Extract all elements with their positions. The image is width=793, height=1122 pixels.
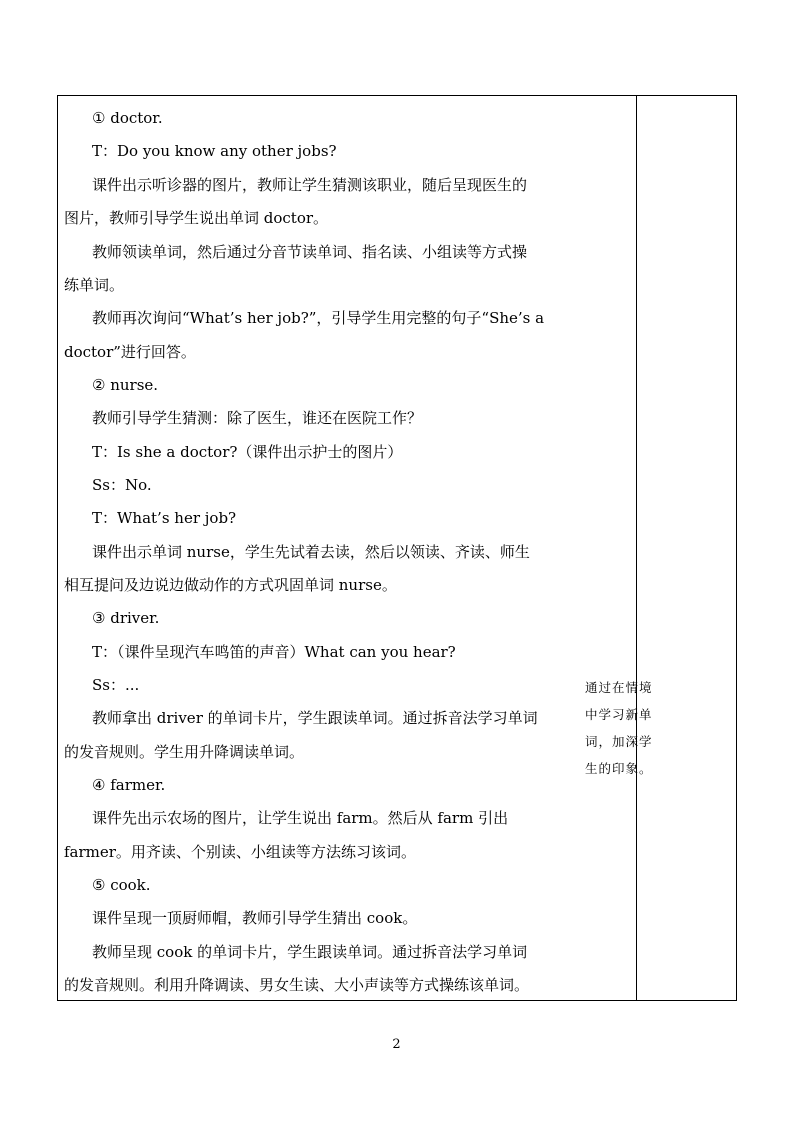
line-t-other-jobs: T：Do you know any other jobs? [92, 142, 337, 160]
line-cook-card: 教师呈现 cook 的单词卡片，学生跟读单词。通过拆音法学习单词 [92, 943, 528, 961]
line-cook-rules: 的发音规则。利用升降调读、男女生读、大小声读等方式操练该单词。 [64, 976, 530, 994]
line-t-her-job: T：What’s her job? [92, 509, 237, 527]
line-nurse-heading: ② nurse. [92, 376, 159, 394]
line-practice-word: 练单词。 [64, 276, 125, 294]
note-line: 生的印象。 [585, 761, 653, 776]
line-stethoscope: 课件出示听诊器的图片，教师让学生猜测该职业，随后呈现医生的 [92, 176, 528, 194]
note-line: 词，加深学 [585, 734, 653, 749]
line-nurse-word: 课件出示单词 nurse，学生先试着去读，然后以领读、齐读、师生 [92, 543, 530, 561]
line-farmer-practice: farmer。用齐读、个别读、小组读等方法练习该词。 [64, 843, 416, 861]
line-lead-read: 教师领读单词，然后通过分音节读单词、指名读、小组读等方式操 [92, 243, 528, 261]
line-nurse-consolidate: 相互提问及边说边做动作的方式巩固单词 nurse。 [64, 576, 397, 594]
line-guess-hospital: 教师引导学生猜测：除了医生，谁还在医院工作？ [92, 409, 423, 427]
line-ss-ellipsis: Ss：... [92, 676, 140, 694]
column-divider [636, 96, 637, 1000]
line-doctor-word: 图片，教师引导学生说出单词 doctor。 [64, 209, 329, 227]
line-ss-no: Ss：No. [92, 476, 152, 494]
line-chef-hat: 课件呈现一顶厨师帽，教师引导学生猜出 cook。 [92, 909, 418, 927]
line-ask-again: 教师再次询问“What’s her job?”，引导学生用完整的句子“She’s a [92, 309, 545, 327]
line-farm-picture: 课件先出示农场的图片，让学生说出 farm。然后从 farm 引出 [92, 809, 509, 827]
line-driver-card: 教师拿出 driver 的单词卡片，学生跟读单词。通过拆音法学习单词 [92, 709, 538, 727]
line-answer: doctor”进行回答。 [64, 343, 196, 361]
line-driver-heading: ③ driver. [92, 609, 160, 627]
line-t-is-she-doctor: T：Is she a doctor?（课件出示护士的图片） [92, 443, 403, 461]
page-number: 2 [392, 1037, 401, 1052]
note-line: 通过在情境 [585, 680, 653, 695]
line-driver-rules: 的发音规则。学生用升降调读单词。 [64, 743, 305, 761]
line-t-car-horn: T：（课件呈现汽车鸣笛的声音）What can you hear? [92, 643, 456, 661]
line-doctor-heading: ① doctor. [92, 109, 163, 127]
lesson-table [57, 95, 737, 1001]
line-farmer-heading: ④ farmer. [92, 776, 166, 794]
note-line: 中学习新单 [585, 707, 653, 722]
line-cook-heading: ⑤ cook. [92, 876, 151, 894]
design-note [585, 674, 675, 782]
